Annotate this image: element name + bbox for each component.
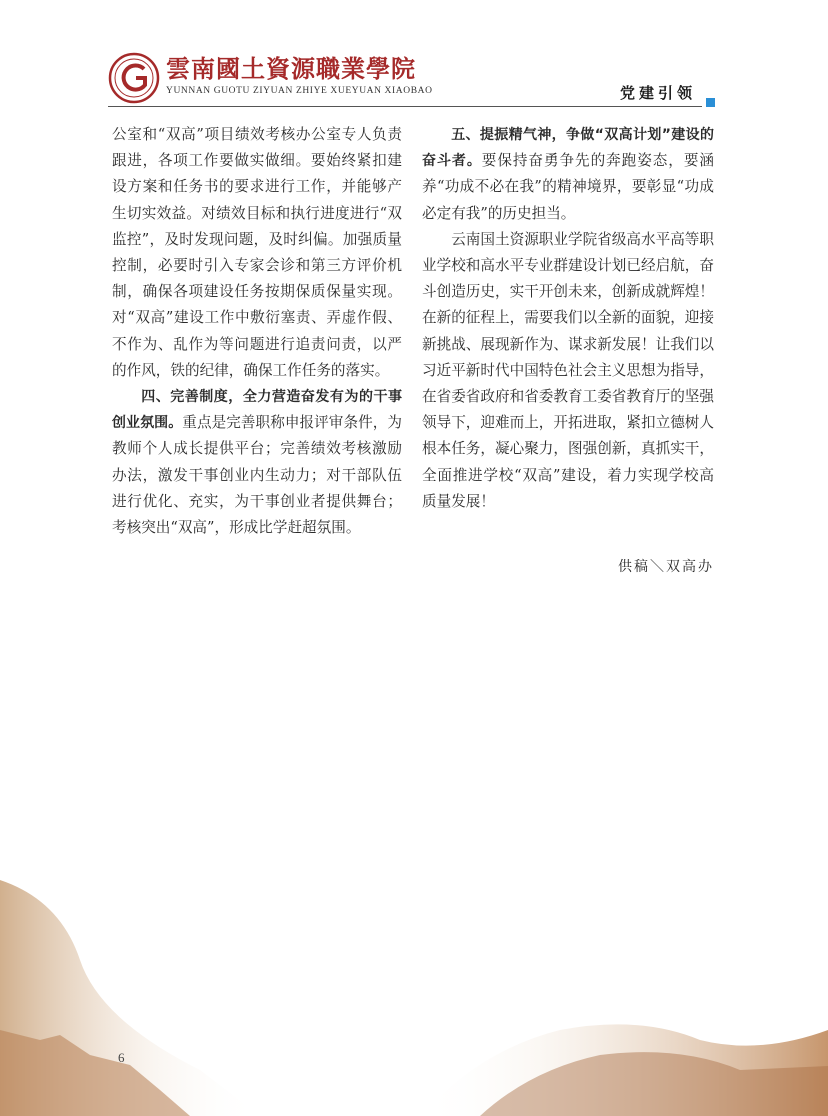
header-divider (108, 106, 702, 107)
page-header (0, 0, 828, 112)
school-name: 雲南國土資源職業學院 (166, 54, 416, 83)
paragraph-text: 要保持奋勇争先的奔跑姿态，要涵养“功成不必在我”的精神境界，要彰显“功成必定有我”的历史担当。 (422, 152, 714, 222)
paragraph: 公室和“双高”项目绩效考核办公室专人负责跟进，各项工作要做实做细。要始终紧扣建设方案和任务书的要求进行工作，并能够产生切实效益。对绩效目标和执行进度进行“双监控”，及时发现问题，及时纠偏。加强质量控制，必要时引入专家会诊和第三方评价机制，确保各项建设任务按期保质保量实现。对“双高”建设工作中敷衍塞责、弄虚作假、不作为、乱作为等问题进行追责问责，以严的作风，铁的纪律，确保工作任务的落实。 (112, 126, 402, 379)
left-column (112, 122, 402, 541)
school-name-english: YUNNAN GUOTU ZIYUAN ZHIYE XUEYUAN XIAOBAO (166, 86, 433, 96)
paragraph (422, 122, 714, 227)
section-title: 党建引领 (620, 84, 697, 102)
article-source: 供稿＼双高办 (618, 559, 714, 575)
paragraph: 云南国土资源职业学院省级高水平高等职业学校和高水平专业群建设计划已经启航，奋斗创造历史，实干开创未来，创新成就辉煌！在新的征程上，需要我们以全新的面貌，迎接新挑战、展现新作为、谋求新发展！让我们以习近平新时代中国特色社会主义思想为指导，在省委省政府和省委教育工委省教育厅的坚强领导下，迎难而上，开拓进取，紧扣立德树人根本任务，凝心聚力，图强创新，真抓实干，全面推进学校“双高”建设，着力实现学校高质量发展！ (422, 230, 714, 510)
header-accent-square (706, 98, 715, 107)
paragraph (112, 384, 402, 541)
right-column (422, 122, 714, 515)
section-heading: 四、完善制度，全力营造奋发有为的干事创业氛围。 (112, 389, 402, 432)
paragraph-text: 重点是完善职称申报评审条件，为教师个人成长提供平台；完善绩效考核激励办法，激发干事创业内生动力；对干部队伍进行优化、充实，为干事创业者提供舞台；考核突出“双高”，形成比学赶超氛围。 (112, 414, 402, 537)
school-emblem-icon (108, 52, 160, 104)
great-wall-illustration (0, 840, 828, 1116)
section-heading: 五、提振精气神，争做“双高计划”建设的奋斗者。 (422, 127, 714, 170)
page-number: 6 (118, 1050, 125, 1065)
